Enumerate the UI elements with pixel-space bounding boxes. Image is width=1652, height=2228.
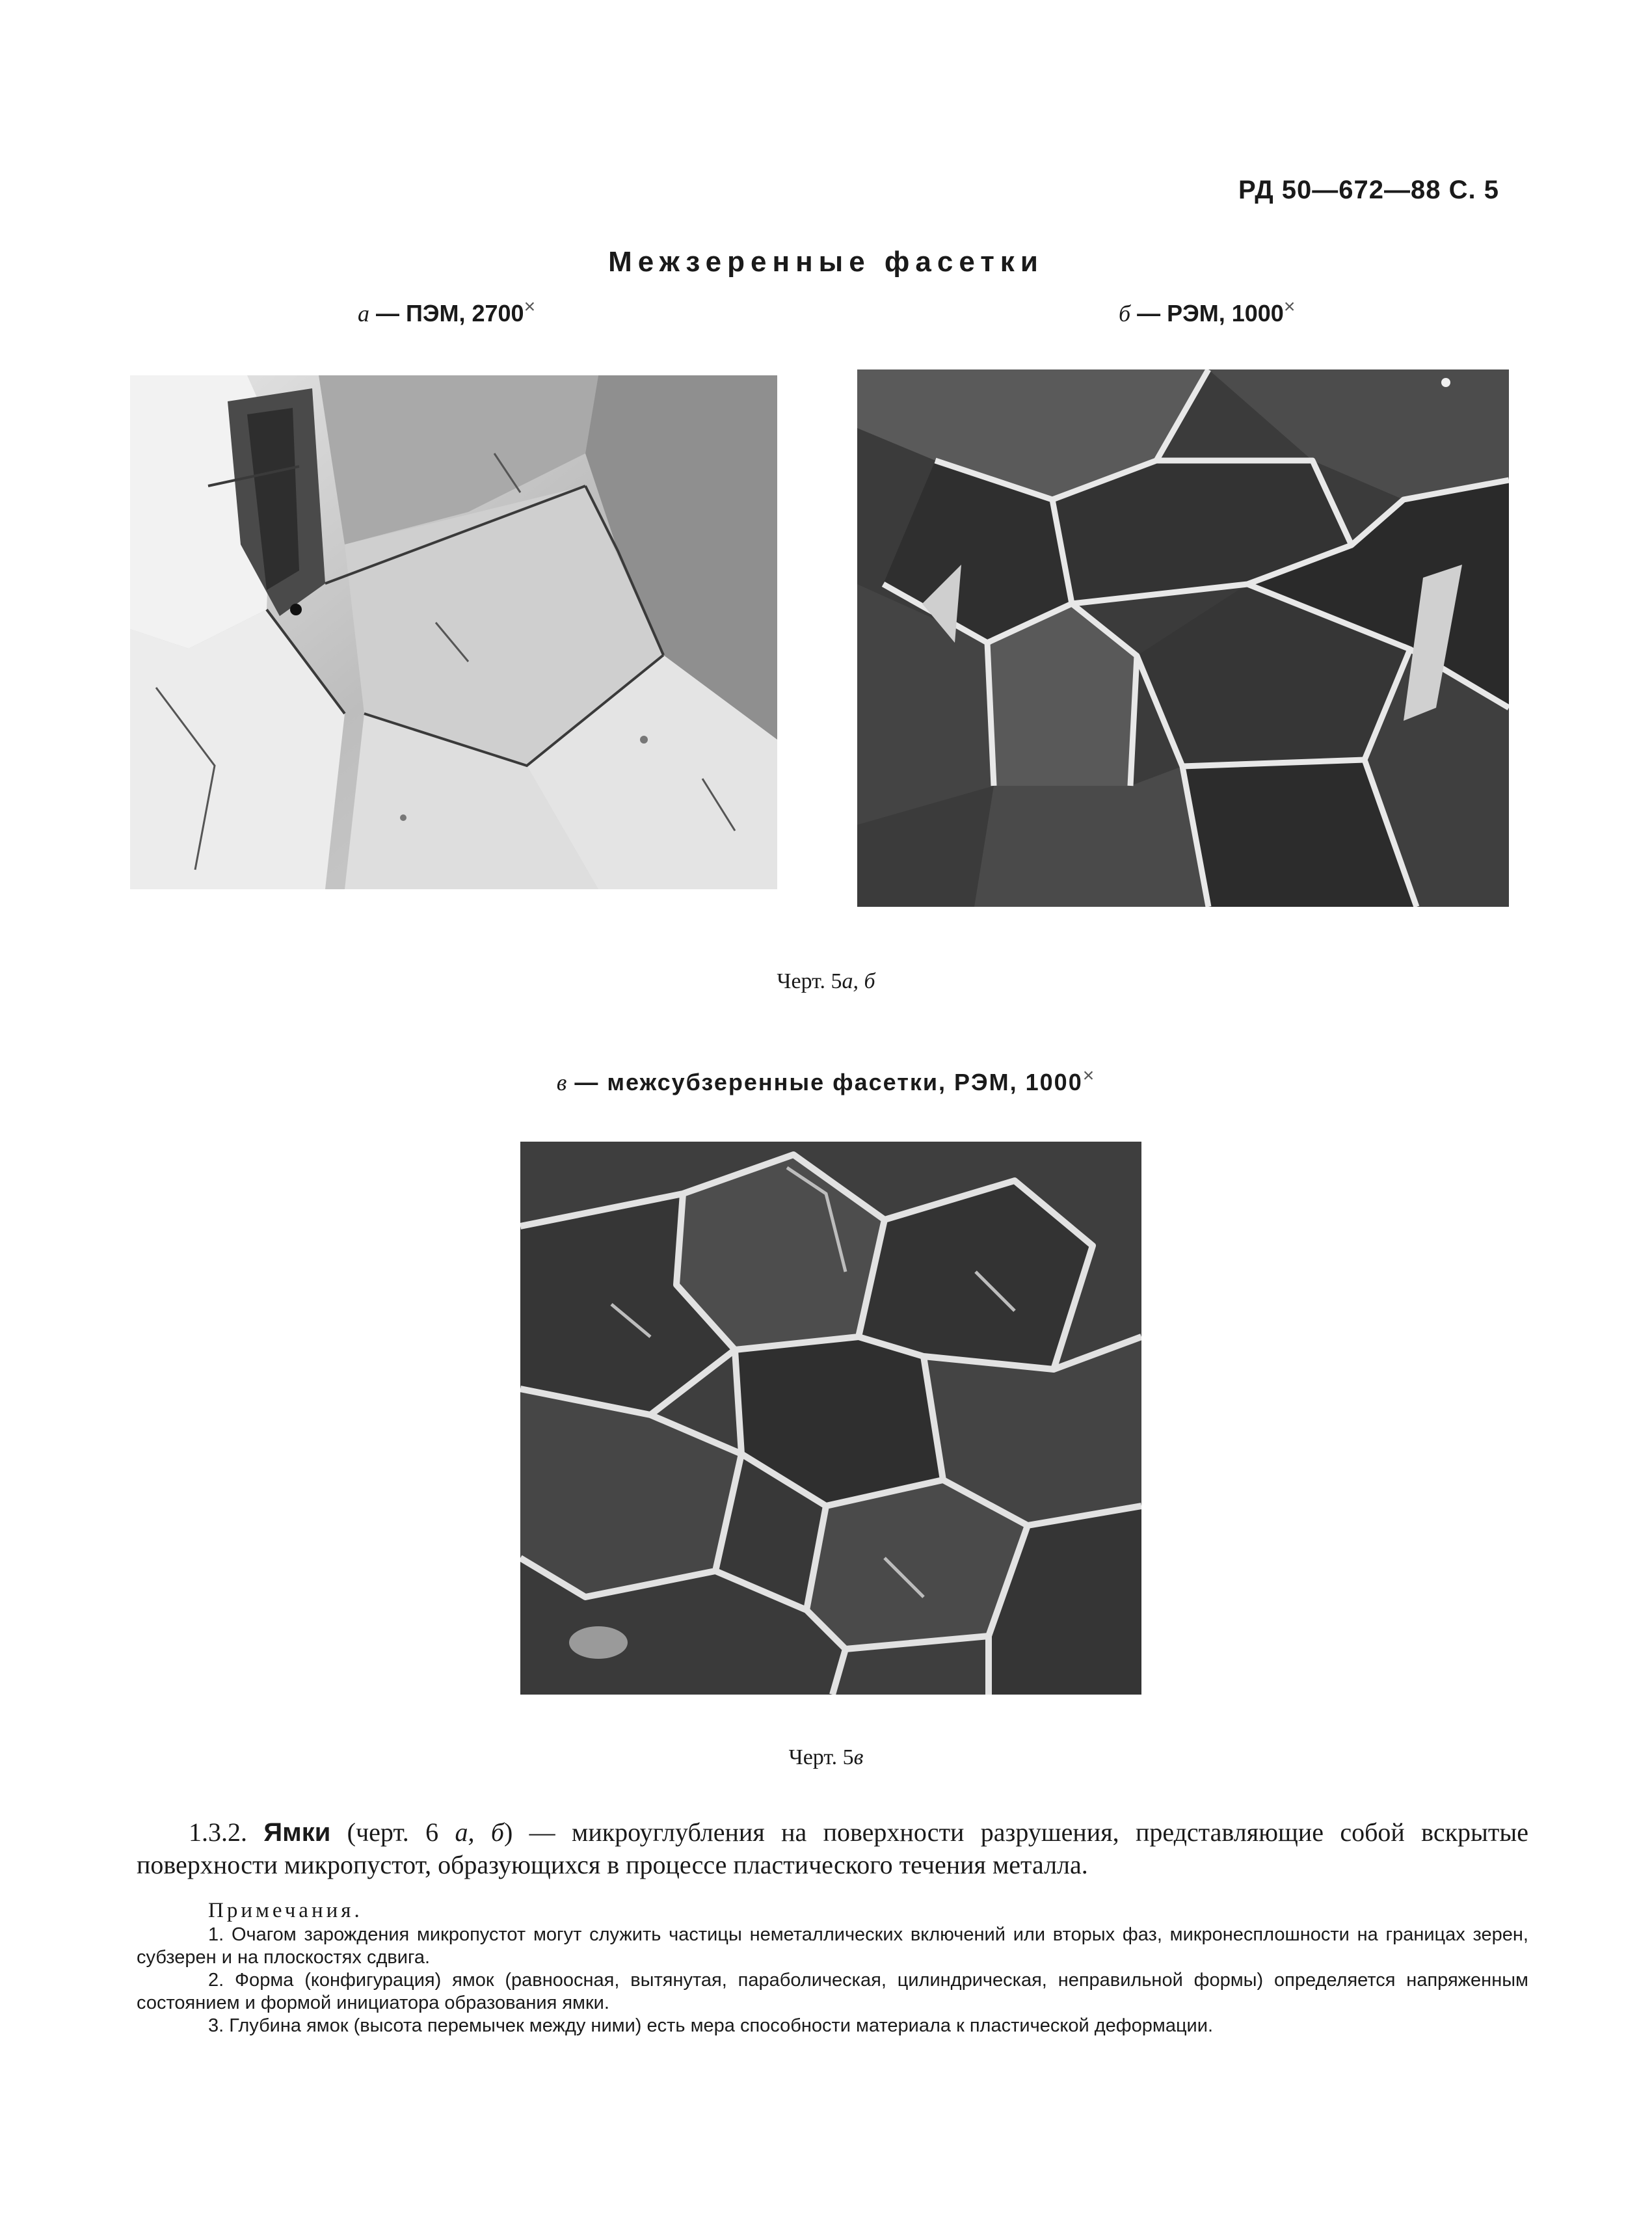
figure-a-caption-text: — ПЭМ, 2700 bbox=[369, 300, 524, 327]
magnification-mark: × bbox=[1283, 296, 1296, 317]
figure-c-label-letters: в bbox=[853, 1745, 864, 1769]
section-title: Межзеренные фасетки bbox=[608, 246, 1044, 278]
micrograph-b-sem bbox=[857, 369, 1509, 907]
paragraph-ref-letters: а, б bbox=[455, 1818, 504, 1847]
figure-c-letter: в bbox=[556, 1069, 567, 1095]
figure-b-caption-text: — РЭМ, 1000 bbox=[1130, 300, 1284, 327]
paragraph-number: 1.3.2. bbox=[189, 1818, 247, 1847]
micrograph-c-sem bbox=[520, 1142, 1141, 1695]
figure-ab-label-prefix: Черт. 5 bbox=[777, 969, 842, 993]
note-item: 1. Очагом зарождения микропустот могут служить частицы неметаллических включений или вторых фаз, микронесплошности на границах зерен, субзерен и на плоскостях сдвига. bbox=[137, 1924, 1528, 1968]
figure-b-caption bbox=[1119, 296, 1295, 327]
paragraph-ref-prefix: (черт. 6 bbox=[347, 1818, 455, 1847]
figure-b-letter: б bbox=[1119, 301, 1131, 327]
body-paragraph bbox=[137, 1816, 1528, 1881]
magnification-mark: × bbox=[1082, 1065, 1096, 1086]
notes-heading: Примечания. bbox=[208, 1899, 363, 1922]
paragraph-text: — микроуглубления на поверхности разрушения, представляющие собой вскрытые поверхности микропустот, образующихся в процессе пластического течения металла. bbox=[137, 1818, 1529, 1879]
figure-c-label bbox=[0, 1745, 1652, 1770]
note-item: 2. Форма (конфигурация) ямок (равноосная, вытянутая, параболическая, цилиндрическая, неправильной формы) определяется напряженным состоянием и формой инициатора образования ямки. bbox=[137, 1970, 1528, 2013]
figure-ab-label bbox=[0, 969, 1652, 994]
figure-a-letter: а bbox=[358, 301, 369, 327]
figure-c-caption bbox=[0, 1065, 1652, 1096]
note-item: 3. Глубина ямок (высота перемычек между ними) есть мера способности материала к пластической деформации. bbox=[208, 2015, 1214, 2036]
magnification-mark: × bbox=[524, 296, 536, 317]
paragraph-term: Ямки bbox=[263, 1818, 331, 1847]
notes-block bbox=[137, 1899, 1528, 2037]
figure-c-caption-text: — межсубзеренные фасетки, РЭМ, 1000 bbox=[566, 1069, 1083, 1095]
document-header: РД 50—672—88 С. 5 bbox=[1238, 176, 1499, 204]
figure-c-label-prefix: Черт. 5 bbox=[788, 1745, 854, 1769]
figure-a-caption bbox=[358, 296, 535, 327]
micrograph-a-tem bbox=[130, 375, 777, 889]
figure-ab-label-letters: а, б bbox=[842, 969, 875, 993]
paragraph-ref-suffix: ) bbox=[503, 1818, 513, 1847]
